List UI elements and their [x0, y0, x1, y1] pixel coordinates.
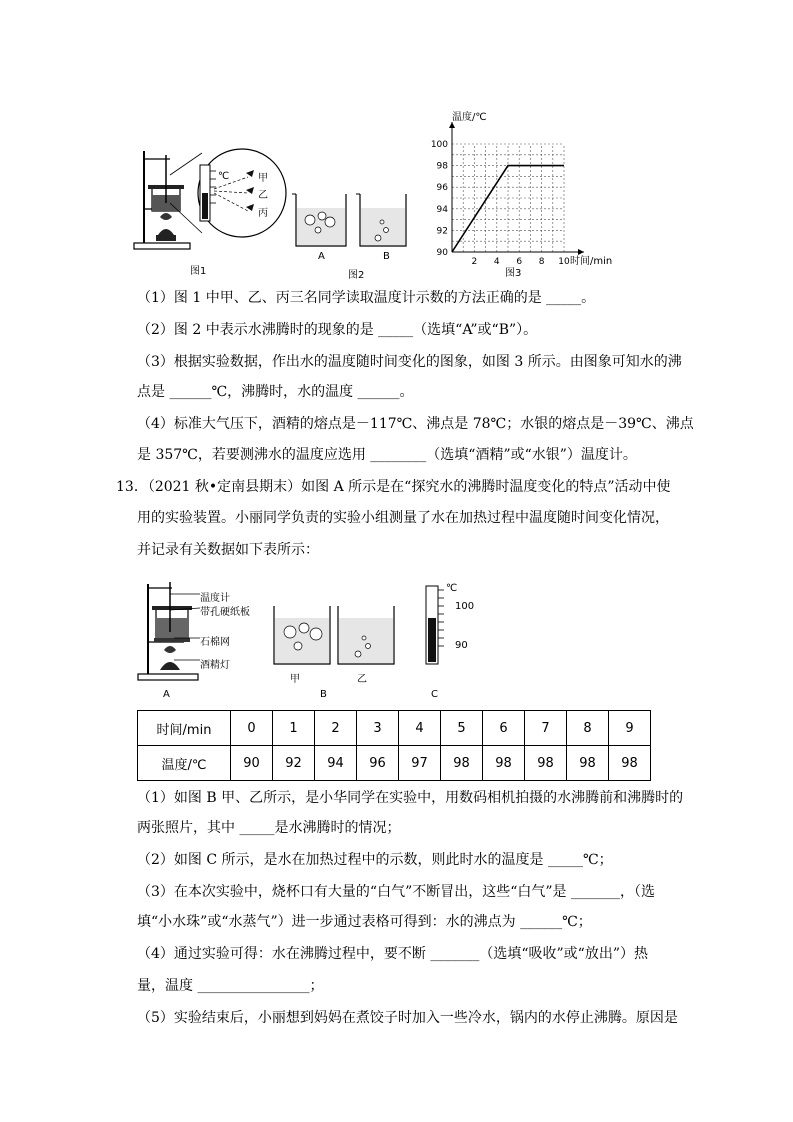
table-cell: 98 — [441, 746, 483, 781]
table-cell: 3 — [357, 711, 399, 746]
figure-2-label: 图2 — [348, 270, 365, 281]
q12-line-4: 点是 ______℃，沸腾时，水的温度 ______。 — [137, 384, 414, 400]
table-cell: 97 — [399, 746, 441, 781]
x-axis-label: 时间/min — [570, 256, 613, 267]
x-axis-arrow — [578, 249, 584, 255]
table-cell: 9 — [609, 711, 651, 746]
label-alcohol-lamp: 酒精灯 — [200, 660, 230, 671]
figure-2-beakers — [290, 188, 410, 254]
table-cell: 6 — [483, 711, 525, 746]
q13-part-line-6: （4）通过实验可得：水在沸腾过程中，要不断 _______（选填“吸收”或“放出”）热 — [137, 946, 648, 962]
thermo-c-90: 90 — [455, 640, 468, 651]
table-cell: 90 — [231, 746, 273, 781]
q13-part-line-3: （2）如图 C 所示，是水在加热过程中的示数，则此时水的温度是 _____℃； — [137, 852, 613, 868]
y-axis-label: 温度/℃ — [452, 112, 487, 123]
q13-part-line-4: （3）在本次实验中，烧杯口有大量的“白气”不断冒出，这些“白气”是 _______，（选 — [137, 884, 655, 900]
label-asbestos-net: 石棉网 — [200, 637, 230, 648]
y-tick-label: 92 — [436, 226, 448, 237]
beaker-b — [356, 194, 406, 246]
table-cell: 0 — [231, 711, 273, 746]
table-header-time: 时间/min — [138, 711, 231, 746]
figure-3-chart — [418, 106, 628, 274]
q13-part-line-8: （5）实验结束后，小丽想到妈妈在煮饺子时加入一些冷水，锅内的水停止沸腾。原因是 — [137, 1010, 678, 1026]
thermo-c-100: 100 — [455, 601, 475, 612]
q12-line-1: （1）图 1 中甲、乙、丙三名同学读取温度计示数的方法正确的是 _____。 — [137, 290, 596, 306]
thermo-unit-label: ℃ — [218, 171, 230, 182]
x-tick-label: 4 — [493, 257, 500, 267]
table-cell: 98 — [483, 746, 525, 781]
q12-line-6: 是 357℃，若要测沸水的温度应选用 ________（选填“酒精”或“水银”）温度计。 — [137, 447, 637, 463]
table-cell: 96 — [357, 746, 399, 781]
q13-line-3: 并记录有关数据如下表所示： — [137, 542, 319, 558]
table-row — [138, 746, 651, 781]
table-cell: 1 — [273, 711, 315, 746]
q12-line-5: （4）标准大气压下，酒精的熔点是－117℃、沸点是 78℃；水银的熔点是－39℃、沸点 — [137, 416, 694, 432]
x-tick-label: 10 — [558, 257, 570, 267]
temperature-table — [137, 710, 651, 781]
table-cell: 98 — [609, 746, 651, 781]
table-header-temp: 温度/℃ — [138, 746, 231, 781]
q13-part-line-7: 量，温度 ________________； — [137, 978, 324, 994]
figure-b-label: B — [320, 689, 327, 700]
beaker-a-label: A — [318, 251, 325, 262]
table-cell: 7 — [525, 711, 567, 746]
label-cardboard: 带孔硬纸板 — [200, 607, 250, 618]
figure-1-label: 图1 — [190, 266, 207, 277]
figure-b-beakers — [268, 602, 398, 668]
thermo-c-unit: ℃ — [446, 583, 458, 594]
reader-yi-label: 乙 — [258, 190, 268, 201]
beaker-yi-label: 乙 — [357, 674, 367, 685]
y-tick-label: 96 — [436, 183, 448, 194]
beaker-jia — [274, 606, 330, 664]
beaker-jia-label: 甲 — [290, 674, 300, 685]
y-tick-label: 100 — [430, 140, 448, 150]
figure-a-label: A — [163, 689, 170, 700]
table-cell: 4 — [399, 711, 441, 746]
figure-c-label: C — [431, 689, 438, 700]
label-thermometer: 温度计 — [200, 593, 230, 604]
q12-line-3: （3）根据实验数据，作出水的温度随时间变化的图象，如图 3 所示。由图象可知水的沸 — [137, 354, 682, 370]
y-tick-label: 94 — [436, 204, 448, 215]
beaker-b-label: B — [383, 251, 390, 262]
table-cell: 8 — [567, 711, 609, 746]
q12-line-2: （2）图 2 中表示水沸腾时的现象的是 _____（选填“A”或“B”）。 — [137, 322, 538, 338]
q13-line-2: 用的实验装置。小丽同学负责的实验小组测量了水在加热过程中温度随时间变化情况， — [137, 510, 669, 526]
table-cell: 2 — [315, 711, 357, 746]
table-cell: 5 — [441, 711, 483, 746]
table-cell: 98 — [567, 746, 609, 781]
x-tick-label: 8 — [538, 257, 545, 267]
table-cell: 98 — [525, 746, 567, 781]
x-tick-label: 6 — [516, 257, 523, 267]
q13-part-line-5: 填“小水珠”或“水蒸气”）进一步通过表格可得到：水的沸点为 ______℃； — [137, 914, 592, 930]
y-tick-label: 98 — [436, 161, 448, 172]
reader-bing-label: 丙 — [258, 208, 268, 219]
beaker-yi — [338, 606, 394, 664]
table-row — [138, 711, 651, 746]
reader-jia-label: 甲 — [258, 173, 268, 184]
q13-part-line-1: （1）如图 B 甲、乙所示，是小华同学在实验中，用数码相机拍摄的水沸腾前和沸腾时的 — [137, 790, 684, 806]
figure-c-thermometer — [418, 584, 444, 666]
figure-3-label: 图3 — [505, 268, 522, 279]
label-leader-lines — [170, 590, 202, 664]
y-tick-label: 90 — [436, 248, 448, 258]
beaker-a — [292, 194, 346, 246]
table-cell: 94 — [315, 746, 357, 781]
x-tick-label: 2 — [471, 257, 478, 267]
q13-part-line-2: 两张照片，其中 _____是水沸腾时的情况； — [137, 820, 401, 836]
table-cell: 92 — [273, 746, 315, 781]
q13-line-1: 13．（2021 秋•定南县期末）如图 A 所示是在“探究水的沸腾时温度变化的特点”活动中使 — [116, 479, 671, 495]
